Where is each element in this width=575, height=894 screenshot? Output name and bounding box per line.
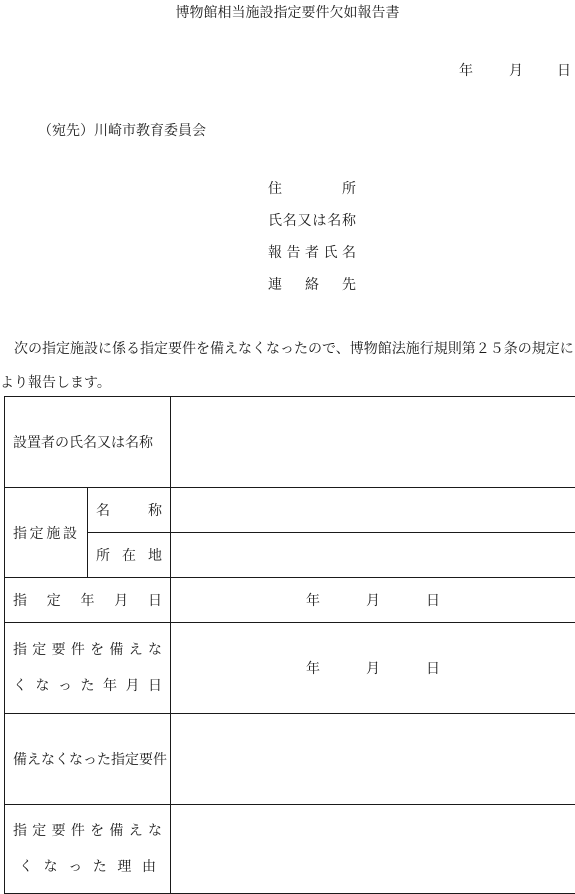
- table-row: [5, 714, 575, 805]
- facility-label: 指定施設: [5, 488, 88, 578]
- contact-label-row: [268, 274, 356, 294]
- owner-name-label: 設置者の氏名又は名称: [5, 397, 171, 488]
- facility-name-field[interactable]: [171, 488, 575, 533]
- table-row: [5, 623, 575, 714]
- lost-requirement-field[interactable]: [171, 714, 575, 805]
- facility-location-label: 所在地: [88, 533, 171, 578]
- lost-date-label: 指定要件を備えな くなった年月日: [5, 623, 171, 714]
- designation-date-label: 指定年月日: [5, 578, 171, 623]
- table-row: [5, 805, 575, 894]
- facility-location-field[interactable]: [171, 533, 575, 578]
- reason-field[interactable]: [171, 805, 575, 894]
- lost-date-field[interactable]: 年 月 日: [171, 623, 575, 714]
- table-row: [5, 397, 575, 488]
- report-date: [459, 60, 571, 80]
- table-row: [5, 533, 575, 578]
- contact-label: 連絡先: [268, 277, 356, 293]
- body-text: 次の指定施設に係る指定要件を備えなくなったので、博物館法施行規則第２５条の規定により報告します。: [0, 341, 574, 391]
- reason-label: 指定要件を備えな くなった理由: [5, 805, 171, 894]
- lost-requirement-label: 備えなくなった指定要件: [5, 714, 171, 805]
- report-form-table: [4, 396, 575, 894]
- name-label-row: [268, 210, 356, 230]
- reporter-name-label: 報告者氏名: [268, 245, 356, 261]
- date-month: 月: [509, 63, 523, 79]
- reporter-name-label-row: [268, 242, 356, 262]
- date-day: 日: [557, 63, 571, 79]
- table-row: [5, 578, 575, 623]
- address-label: 住 所: [268, 181, 356, 197]
- date-year: 年: [459, 63, 473, 79]
- address-label-row: [268, 178, 356, 198]
- owner-name-field[interactable]: [171, 397, 575, 488]
- document-title: 博物館相当施設指定要件欠如報告書: [175, 5, 400, 21]
- facility-name-label: 名 称: [88, 488, 171, 533]
- designation-date-field[interactable]: 年 月 日: [171, 578, 575, 623]
- table-row: [5, 488, 575, 533]
- name-label: 氏名又は名称: [268, 213, 356, 229]
- addressee: （宛先）川崎市教育委員会: [38, 123, 206, 139]
